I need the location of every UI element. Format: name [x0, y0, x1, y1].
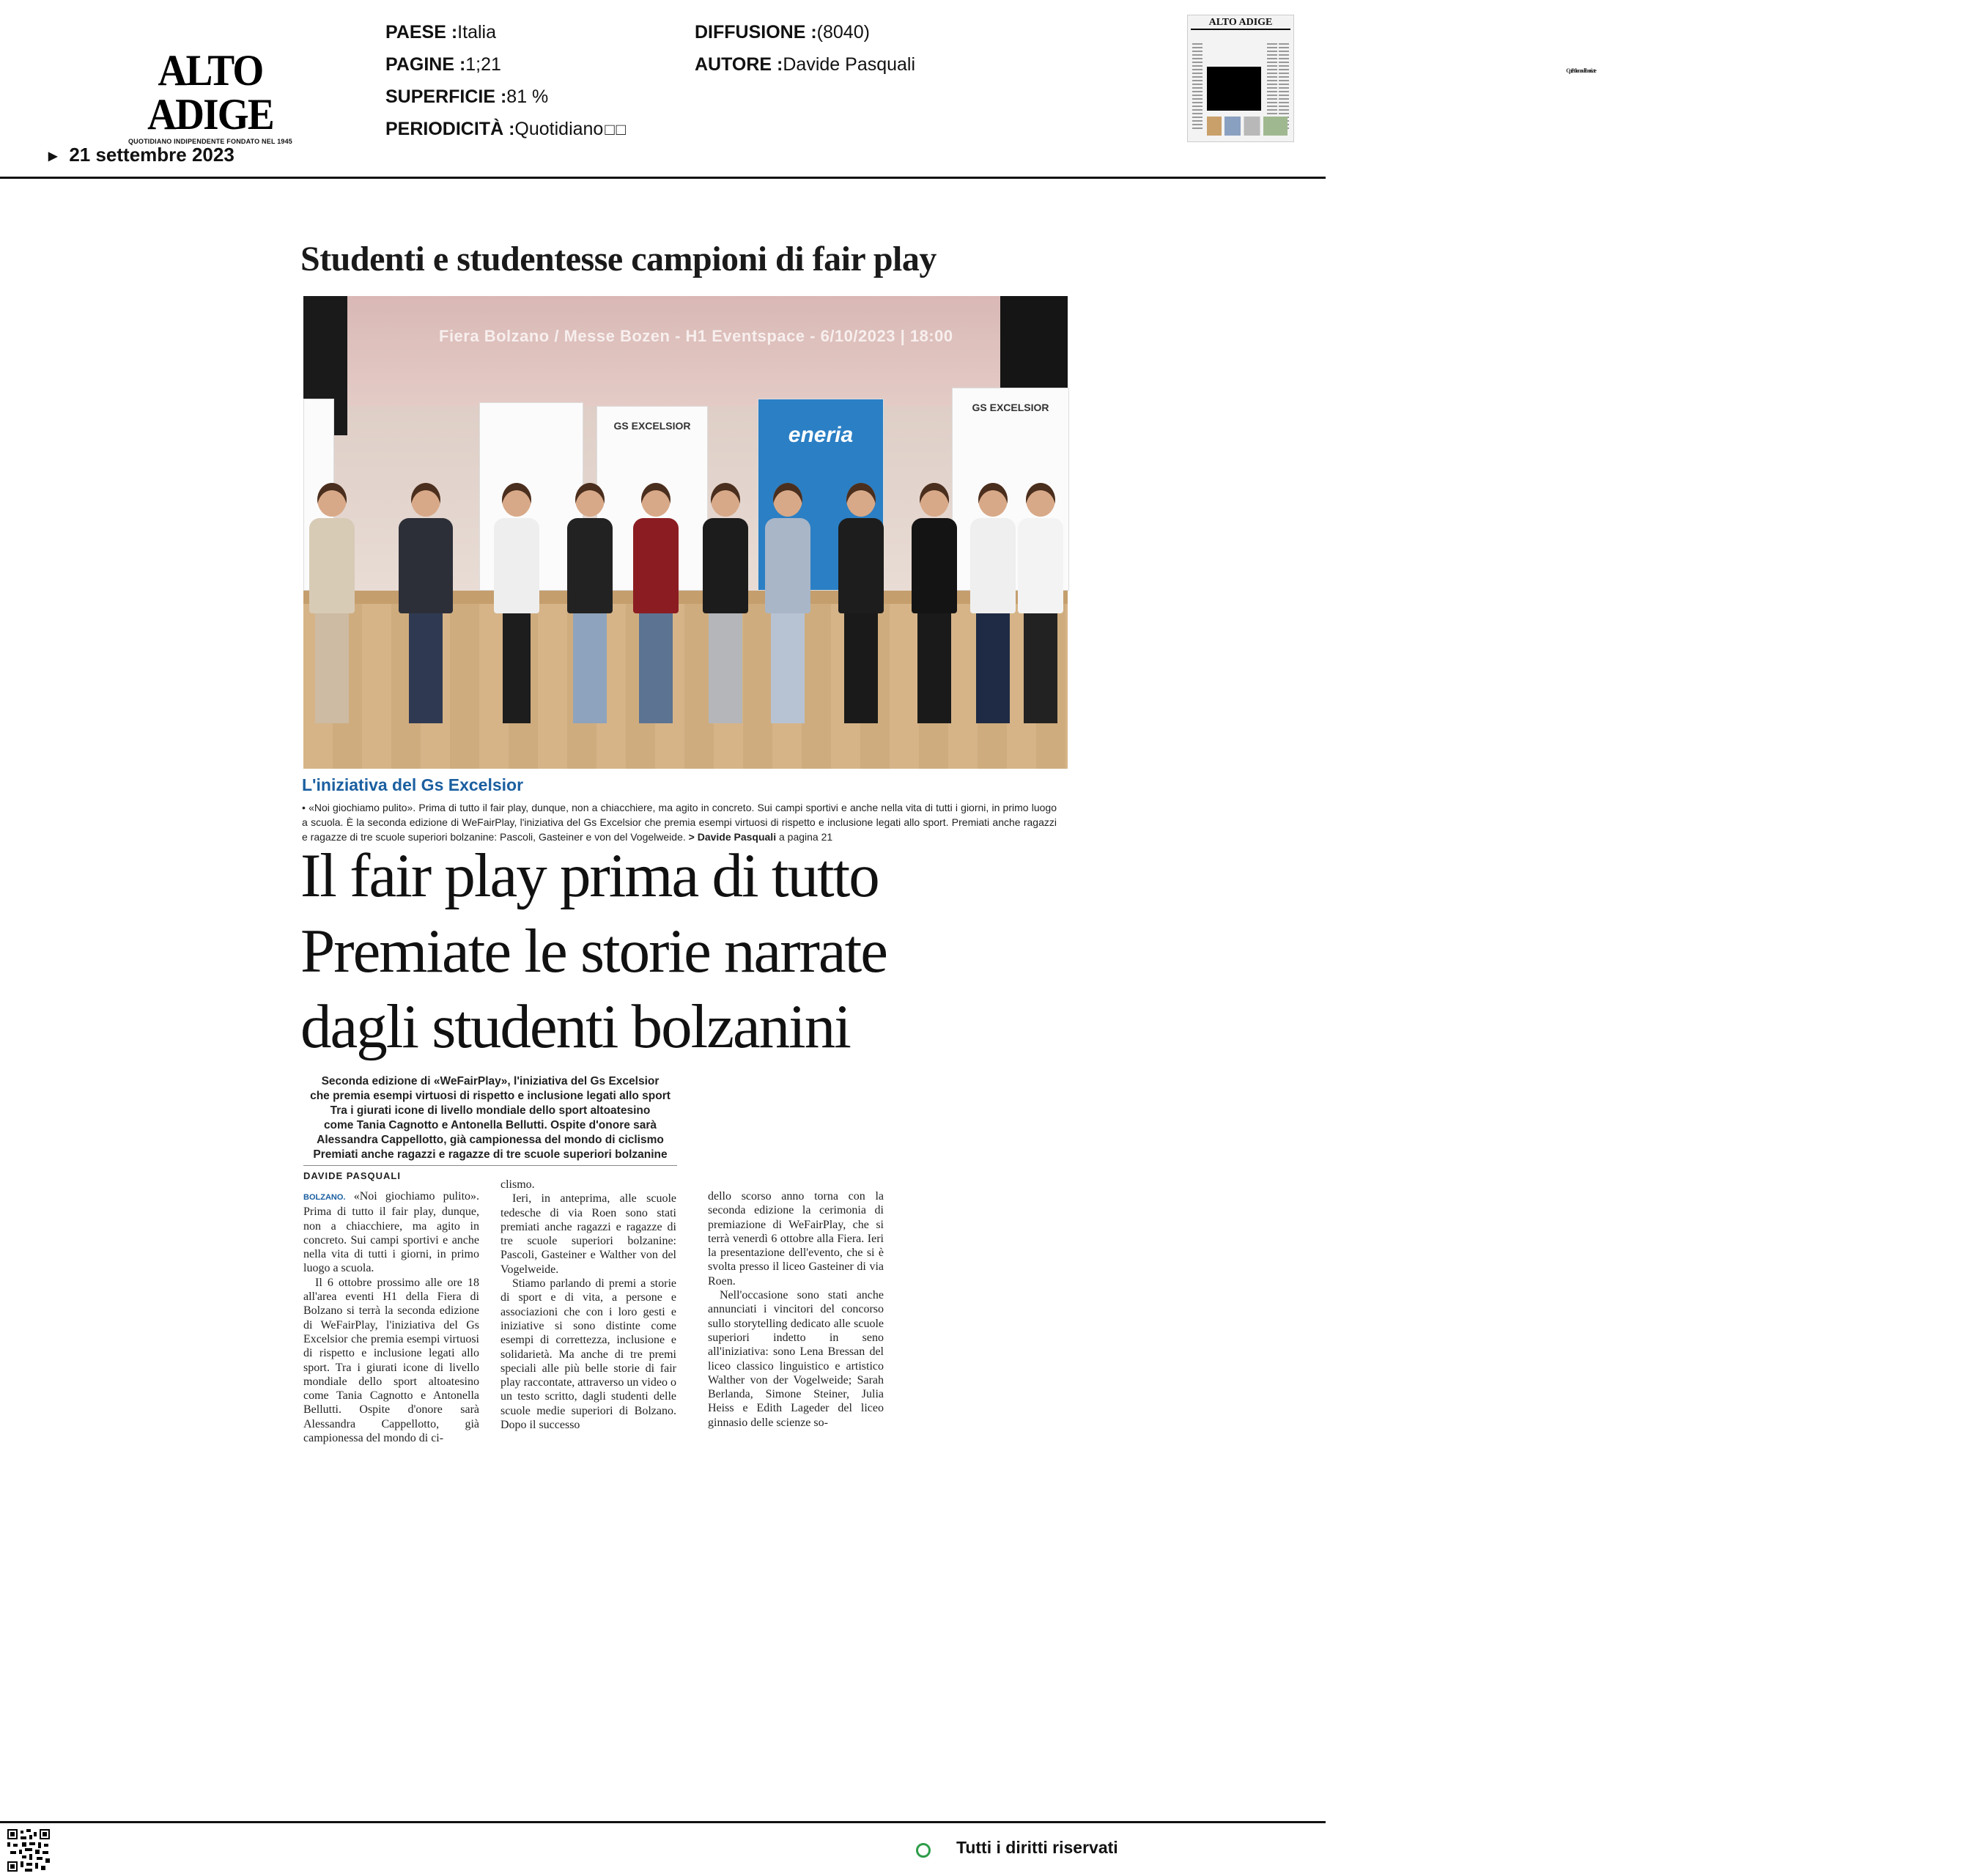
byline-divider: [303, 1165, 677, 1166]
thumbnail-photo-strip: [1207, 117, 1288, 136]
publication-date: ▶ 21 settembre 2023: [48, 144, 234, 166]
person: [633, 483, 679, 723]
article-top-title: Studenti e studentesse campioni di fair play: [300, 240, 937, 278]
meta-pagine: PAGINE :1;21: [385, 54, 501, 75]
dateline: BOLZANO.: [303, 1193, 346, 1202]
triangle-right-icon: ▶: [48, 150, 58, 163]
person: [912, 483, 957, 723]
article-deck: Seconda edizione di «WeFairPlay», l'iniziativa del Gs Excelsior che premia esempi virtuosi di rispetto e inclusione legati allo sport Tra i giurati icone di livello mondiale dello sport altoatesino come Tania Cagnotto e Antonella Bellutti. Ospite d'onore sarà Alessandra Cappellotto, già campionessa del mondo di ciclismo Premiati anche ragazzi e ragazze di tre scuole superiori bolzanine: [310, 1075, 671, 1161]
footer-divider: [0, 1821, 1326, 1823]
qr-code-icon[interactable]: [7, 1829, 50, 1872]
meta-autore: AUTORE :Davide Pasquali: [695, 54, 916, 75]
logo-subtitle: QUOTIDIANO INDIPENDENTE FONDATO NEL 1945: [128, 138, 293, 145]
article-photo: [303, 296, 1068, 769]
person: [1018, 483, 1063, 723]
photo-caption: • «Noi giochiamo pulito». Prima di tutto il fair play, dunque, non a chiacchiere, ma agito in concreto. Sui campi sportivi e anche nella vita di tutti i giorni, in primo luogo a scuola. È la seconda edizione di WeFairPlay, l'iniziativa del Gs Excelsior che premia esempi virtuosi di rispetto e inclusione legati allo sport. Premiati anche ragazzi e ragazze di tre scuole superiori bolzanine: Pascoli, Gasteiner e von del Vogelweide. > Davide Pasquali a pagina 21: [302, 802, 1057, 843]
thumbnail-redacted-block: [1207, 67, 1261, 111]
front-page-thumbnail[interactable]: [1187, 15, 1595, 142]
person: [765, 483, 810, 723]
logo-title: ALTO ADIGE: [147, 46, 273, 139]
article-column-3: dello scorso anno torna con la seconda edizione la cerimonia di premiazione di WeFairPlay, che si terrà venerdì 6 ottobre alla Fiera. Ieri la presentazione dell'evento, che si è svolta presso il liceo Gasteiner di via Roen. Nell'occasione sono stati anche annunciati i vincitori del concorso sullo storytelling dedicato alle scuole superiori indetto in seno all'iniziativa: sono Lena Bressan del liceo classico linguistico e artistico Walther von der Vogelweide; Sarah Berlanda, Simone Steiner, Julia Heiss e Edith Lageder del liceo ginnasio delle scienze so-: [708, 1190, 884, 1429]
meta-paese: PAESE :Italia: [385, 22, 496, 43]
rollup-banner-2: eneria: [758, 399, 884, 591]
circle-icon: [916, 1843, 931, 1858]
headline-line-1: Il fair play prima di tutto: [300, 841, 879, 910]
person: [494, 483, 539, 723]
thumbnail-headline: Cpr, Bolzano sulle barricate: [1566, 67, 1595, 74]
person: [838, 483, 884, 723]
rollup-banner-1: GS EXCELSIOR: [596, 406, 708, 591]
rollup-banner-3: GS EXCELSIOR: [952, 388, 1069, 591]
article-byline: DAVIDE PASQUALI: [303, 1170, 401, 1181]
event-banner: [347, 296, 1022, 406]
headline-line-3: dagli studenti bolzanini: [300, 992, 850, 1061]
newspaper-logo: [89, 48, 331, 145]
person: [399, 483, 453, 723]
thumbnail-masthead: ALTO ADIGE: [1191, 15, 1290, 30]
header-divider: [0, 177, 1326, 179]
metadata-left: [385, 16, 627, 146]
article-headline: [300, 838, 1077, 1065]
article-column-1: BOLZANO. «Noi giochiamo pulito». Prima di tutto il fair play, dunque, non a chiacchiere, ma agito in concreto. Sui campi sportivi e anche nella vita di tutti i giorni, in primo luogo a scuola. Il 6 ottobre prossimo alle ore 18 all'area eventi H1 della Fiera di Bolzano si terrà la seconda edizione di WeFairPlay, l'iniziativa del Gs Excelsior che premia esempi virtuosi di rispetto e inclusione legati allo sport. Tra i giurati icone di livello mondiale dello sport altoatesino come Tania Cagnotto e Antonella Bellutti. Ospite d'onore sarà Alessandra Cappellotto, già campionessa del mondo di ci-: [303, 1190, 480, 1445]
headline-line-2: Premiate le storie narrate: [300, 917, 887, 986]
meta-diffusione: DIFFUSIONE :(8040): [695, 22, 870, 43]
person: [567, 483, 613, 723]
caption-reference-page: a pagina 21: [778, 831, 833, 843]
event-banner-text: Fiera Bolzano / Messe Bozen - H1 Eventspace - 6/10/2023 | 18:00: [439, 327, 953, 345]
copyright-notice: Tutti i diritti riservati: [956, 1838, 1118, 1857]
meta-periodicita: PERIODICITÀ :Quotidiano□□: [385, 119, 627, 139]
article-column-2: clismo. Ieri, in anteprima, alle scuole tedesche di via Roen sono stati premiati anche ragazzi e ragazze di tre scuole superiori bolzanine: Pascoli, Gasteiner e Walther von del Vogelweide. Stiamo parlando di premi a storie di sport e di vita, a persone e associazioni che con i loro gesti e iniziative si sono distinte come esempi di correttezza, inclusione e solidarietà. Ma anche di tre premi speciali alle più belle storie di fair play raccontate, attraverso un video o un testo scritto, dagli studenti delle scuole medie superiori di Bolzano. Dopo il successo: [500, 1178, 676, 1432]
caption-reference-author: > Davide Pasquali: [688, 831, 777, 843]
person: [970, 483, 1016, 723]
meta-superficie: SUPERFICIE :81 %: [385, 86, 549, 107]
person: [703, 483, 748, 723]
metadata-right: [695, 16, 915, 81]
person: [309, 483, 355, 723]
photo-caption-kicker: L'iniziativa del Gs Excelsior: [302, 775, 524, 794]
